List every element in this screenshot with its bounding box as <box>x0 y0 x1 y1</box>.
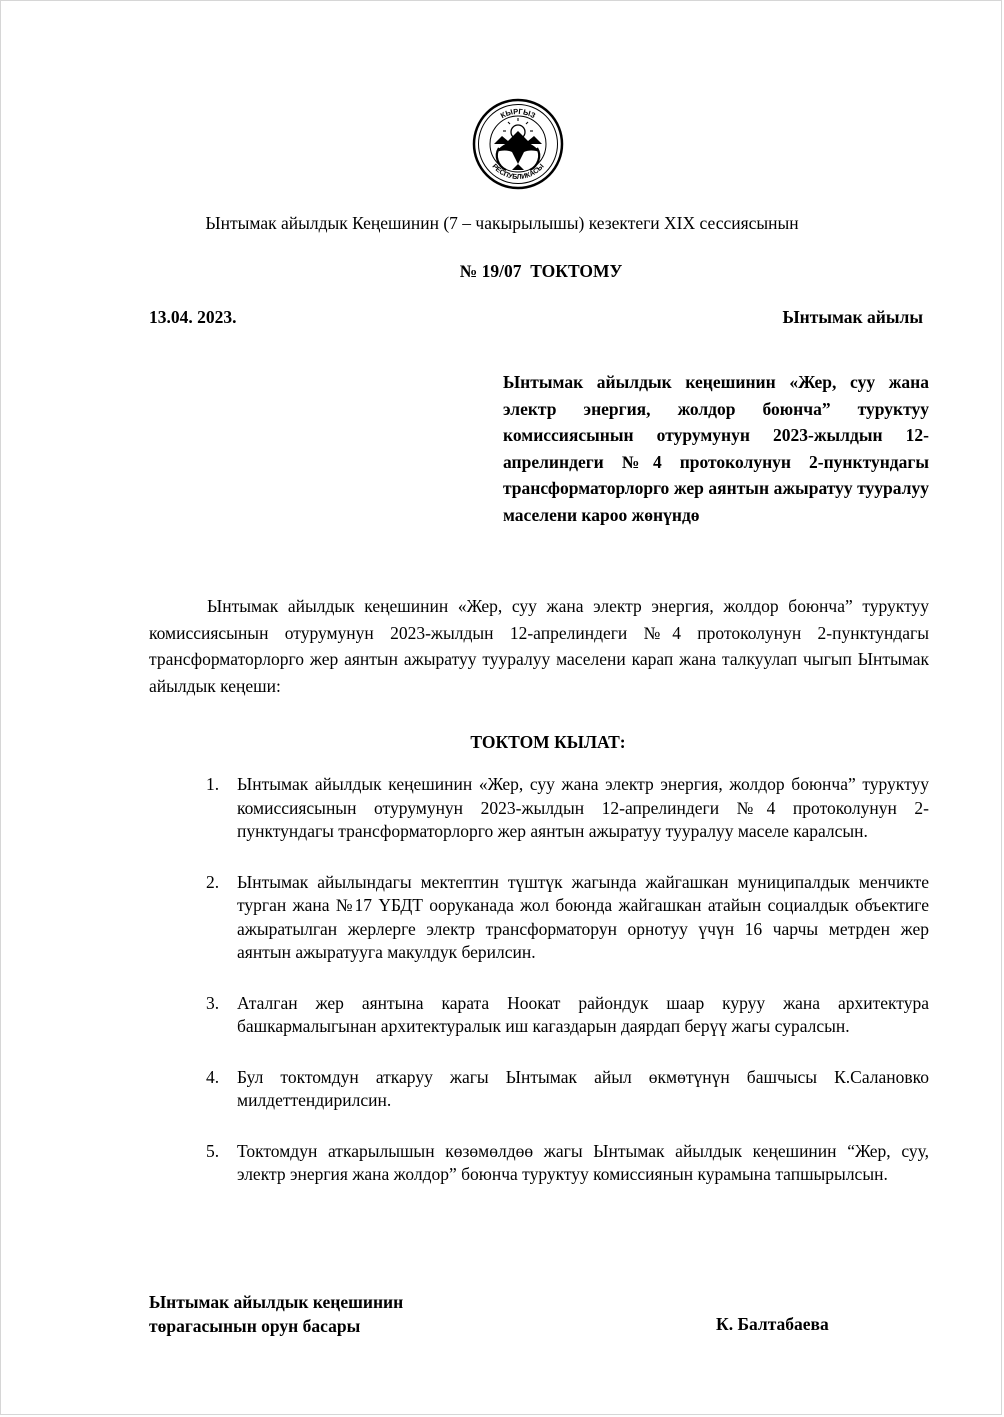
session-line: Ынтымак айылдык Кеңешинин (7 – чакырылышы) кезектеги XIX сессиясынын <box>205 213 799 233</box>
preamble-paragraph: Ынтымак айылдык кеңешинин «Жер, суу жана электр энергия, жолдор боюнча” туруктуу комиссиясынын отурумунун 2023-жылдын 12-апрелиндеги №4 протоколунун 2-пунктундагы трансформаторлорго жер аянтын ажыратуу тууралуу маселени карап жана талкуулап чыгып Ынтымак айылдык кеңеши: <box>149 596 929 696</box>
signatory-title-line2: төрагасынын орун басары <box>149 1315 361 1336</box>
resolves-heading: ТОКТОМ КЫЛАТ: <box>470 732 626 752</box>
decree-date: 13.04. 2023. <box>149 307 237 327</box>
item-text: Ынтымак айылындагы мектептин түштүк жагында жайгашкан муниципалдык менчикте турган жана №17 ҮБДТ ооруканада жол боюнда жайгашкан атайын социалдык объектиге ажыратылган жерлерге электр трансформаторун орнотуу үчүн 16 чарчы метрден жер аянтын ажыратууга макулдук берилсин. <box>237 871 929 962</box>
signatory-name: К. Балтабаева <box>716 1314 829 1334</box>
item-text: Ынтымак айылдык кеңешинин «Жер, суу жана электр энергия, жолдор боюнча” туруктуу комиссиясынын отурумунун 2023-жылдын 12-апрелиндеги №4 протоколунун 2-пунктундагы трансформаторлорго жер аянтын ажыратуу тууралуу маселе каралсын. <box>237 774 929 841</box>
emblem-bottom-text: РЕСПУБЛИКАСЫ <box>490 163 546 182</box>
decree-place: Ынтымак айылы <box>782 307 923 327</box>
emblem-top-text: КЫРГЫЗ <box>498 106 538 121</box>
item-number: 2. <box>206 871 220 892</box>
signatory-title <box>149 1291 403 1338</box>
item-number: 1. <box>206 774 220 794</box>
decree-subject: Ынтымак айылдык кеңешинин «Жер, суу жана электр энергия, жолдор боюнча” туруктуу комиссиясынын отурумунун 2023-жылдын 12-апрелиндеги №4 протоколунун 2-пунктундагы трансформаторлорго жер аянтын ажыратуу тууралуу маселени кароо жөнүндө <box>503 372 929 525</box>
list-item <box>206 1140 929 1187</box>
item-text: Токтомдун аткарылышын көзөмөлдөө жагы Ынтымак айылдык кеңешинин “Жер, суу, электр энергия жана жолдор” боюнча туруктуу комиссиянын курамына тапшырылсын. <box>237 1140 929 1184</box>
item-number: 4. <box>206 1066 220 1087</box>
item-text: Бул токтомдун аткаруу жагы Ынтымак айыл өкмөтүнүн башчысы К.Салановко милдеттендирилсин. <box>237 1066 929 1110</box>
item-text: Аталган жер аянтына карата Ноокат райондук шаар куруу жана архитектура башкармалыгынан архитектуралык иш кагаздарын даярдап берүү жагы суралсын. <box>237 992 929 1036</box>
list-item <box>206 773 929 844</box>
list-item <box>206 992 929 1039</box>
list-item <box>206 1066 929 1113</box>
list-item <box>206 871 929 965</box>
item-number: 5. <box>206 1140 220 1161</box>
resolution-items <box>206 773 929 1187</box>
signatory-title-line1: Ынтымак айылдык кеңешинин <box>149 1292 404 1312</box>
item-number: 3. <box>206 992 220 1013</box>
kyrgyz-state-emblem-icon <box>472 98 564 190</box>
decree-number: № 19/07 ТОКТОМУ <box>459 261 623 281</box>
